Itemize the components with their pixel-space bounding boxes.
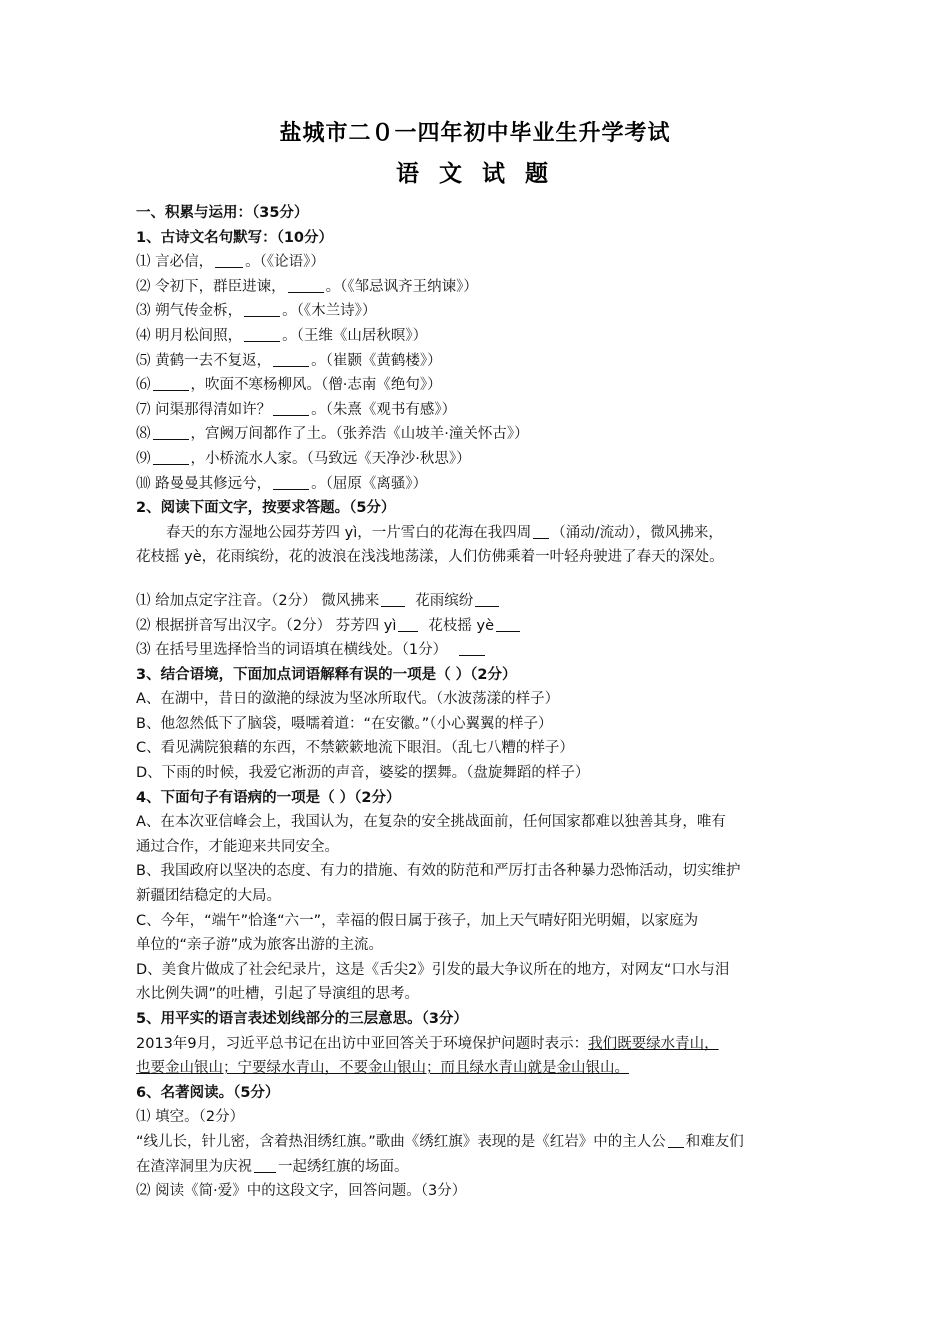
- section-heading: 一、积累与运用：（35分）: [136, 205, 309, 221]
- question-5-heading: 5、用平实的语言表述划线部分的三层意思。（3分）: [136, 1011, 468, 1027]
- answer-blank[interactable]: [215, 253, 243, 268]
- q3-option-b: B、他忽然低下了脑袋，嗫嚅着道：“在安徽。”（小心翼翼的样子）: [136, 715, 553, 732]
- answer-blank[interactable]: [153, 450, 189, 465]
- q1-item-1: ⑴ 言必信， 。（《论语》）: [136, 254, 325, 271]
- exam-title: 盐城市二０一四年初中毕业生升学考试: [279, 121, 671, 146]
- q2-sub-3: ⑶ 在括号里选择恰当的词语填在横线处。（1分）: [136, 638, 816, 663]
- underlined-text: 我们既要绿水青山，: [588, 1035, 719, 1052]
- answer-blank[interactable]: [381, 592, 405, 607]
- question-3-heading: 3、结合语境，下面加点词语解释有误的一项是（ ）（2分）: [136, 666, 517, 683]
- q6-sub-1: ⑴ 填空。（2分）: [136, 1109, 245, 1126]
- q1-item-9: ⑼ ，小桥流水人家。（马致远《天净沙·秋思》）: [136, 450, 471, 467]
- answer-blank[interactable]: [153, 376, 189, 391]
- question-1-heading: 1、古诗文名句默写：（10分）: [136, 229, 334, 246]
- q1-item-6: ⑹ ，吹面不寒杨柳风。（僧·志南《绝句》）: [136, 377, 442, 394]
- q3-option-c: C、看见满院狼藉的东西，不禁簌簌地流下眼泪。（乱七八糟的样子）: [136, 740, 574, 757]
- exam-subtitle: 语 文 试 题: [395, 161, 555, 187]
- q4-line-1: A、在本次亚信峰会上，我国认为，在复杂的安全挑战面前，任何国家都难以独善其身，唯有: [136, 814, 726, 831]
- q2-sub-1: ⑴ 给加点定字注音。（2分） 微风拂来 花雨缤纷: [136, 589, 816, 614]
- answer-blank[interactable]: [273, 475, 309, 490]
- answer-blank[interactable]: [459, 641, 485, 656]
- answer-blank[interactable]: [668, 1133, 684, 1148]
- answer-blank[interactable]: [496, 617, 520, 632]
- q4-line-8: 水比例失调”的吐槽，引起了导演组的思考。: [136, 986, 420, 1003]
- q4-line-5: C、今年，“端午”恰逢“六一”，幸福的假日属于孩子，加上天气晴好阳光明媚，以家庭为: [136, 912, 699, 929]
- q1-item-10: ⑽ 路曼曼其修远兮， 。（屈原《离骚》）: [136, 475, 428, 492]
- q1-item-5: ⑸ 黄鹤一去不复返， 。（崔颢《黄鹤楼》）: [136, 352, 442, 369]
- answer-blank[interactable]: [288, 278, 324, 293]
- q4-line-7: D、美食片做成了社会纪录片，这是《舌尖2》引发的最大争议所在的地方，对网友“口水与泪: [136, 961, 730, 978]
- answer-blank[interactable]: [153, 425, 189, 440]
- q4-line-4: 新疆团结稳定的大局。: [136, 888, 281, 905]
- q6-line-1: “线儿长，针儿密，含着热泪绣红旗。”歌曲《绣红旗》表现的是《红岩》中的主人公 和难友们: [136, 1133, 744, 1150]
- q4-line-2: 通过合作，才能迎来共同安全。: [136, 838, 339, 855]
- q1-item-3: ⑶ 朔气传金柝， 。（《木兰诗》）: [136, 303, 377, 320]
- question-4-heading: 4、下面句子有语病的一项是（ ）（2分）: [136, 789, 401, 806]
- answer-blank[interactable]: [533, 524, 549, 539]
- answer-blank[interactable]: [254, 1158, 276, 1173]
- q3-option-a: A、在湖中，昔日的潋滟的绿波为坚冰所取代。（水波荡漾的样子）: [136, 691, 560, 708]
- q6-sub-2: ⑵ 阅读《简·爱》中的这段文字，回答问题。（3分）: [136, 1183, 467, 1200]
- question-6-heading: 6、名著阅读。（5分）: [136, 1084, 280, 1101]
- q6-line-2: 在渣滓洞里为庆祝 一起绣红旗的场面。: [136, 1158, 409, 1175]
- q2-sub-2: ⑵ 根据拼音写出汉字。（2分） 芬芳四 yì 花枝摇 yè: [136, 614, 816, 639]
- answer-blank[interactable]: [244, 327, 280, 342]
- q2-paragraph-line-1: 春天的东方湿地公园芬芳四 yì，一片雪白的花海在我四周 （涌动/流动），微风拂来，: [166, 524, 723, 541]
- answer-blank[interactable]: [398, 617, 418, 632]
- underlined-text: 也要金山银山；宁要绿水青山，不要金山银山；而且绿水青山就是金山银山。: [136, 1060, 629, 1077]
- question-2-heading: 2、阅读下面文字，按要求答题。（5分）: [136, 500, 396, 517]
- q1-item-4: ⑷ 明月松间照， 。（王维《山居秋暝》）: [136, 327, 428, 344]
- q4-line-3: B、我国政府以坚决的态度、有力的措施、有效的防范和严厉打击各种暴力恐怖活动，切实维护: [136, 863, 741, 880]
- answer-blank[interactable]: [475, 592, 499, 607]
- answer-blank[interactable]: [244, 302, 280, 317]
- answer-blank[interactable]: [273, 352, 309, 367]
- q1-item-2: ⑵ 令初下，群臣进谏， 。（《邹忌讽齐王纳谏》）: [136, 278, 478, 295]
- q1-item-7: ⑺ 问渠那得清如许？ 。（朱熹《观书有感》）: [136, 401, 457, 418]
- q1-item-8: ⑻ ，宫阙万间都作了土。（张养浩《山坡羊·潼关怀古》）: [136, 426, 529, 443]
- q5-line-2: [136, 1056, 816, 1081]
- answer-blank[interactable]: [273, 401, 309, 416]
- q4-line-6: 单位的“亲子游”成为旅客出游的主流。: [136, 937, 384, 954]
- q2-paragraph-line-2: 花枝摇 yè，花雨缤纷，花的波浪在浅浅地荡漾，人们仿佛乘着一叶轻舟驶进了春天的深处。: [136, 549, 724, 566]
- exam-content: [136, 201, 816, 1204]
- q3-option-d: D、下雨的时候，我爱它淅沥的声音，婆娑的摆舞。（盘旋舞蹈的样子）: [136, 765, 590, 782]
- q5-line-1: 2013年9月，习近平总书记在出访中亚回答关于环境保护问题时表示：我们既要绿水青山，: [136, 1035, 719, 1052]
